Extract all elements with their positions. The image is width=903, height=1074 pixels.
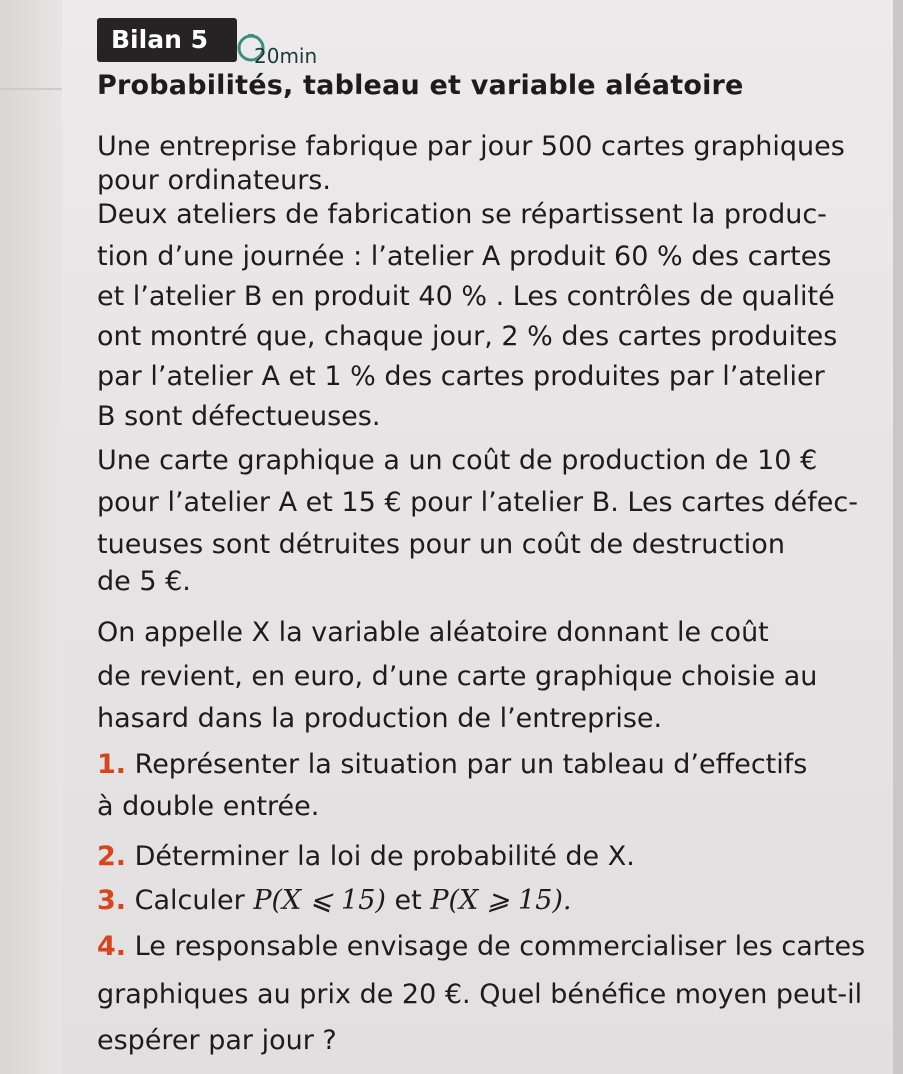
text-line: ont montré que, chaque jour, 2 % des cartes produites [97, 321, 838, 352]
bilan-badge: Bilan 5 [97, 18, 237, 62]
text-line: pour ordinateurs. [97, 165, 331, 196]
text-line: Deux ateliers de fabrication se répartissent la produc- [97, 199, 827, 230]
question-2 [97, 840, 867, 874]
text-line: tion d’une journée : l’atelier A produit 60 % des cartes [97, 241, 832, 272]
math-expression: P(X ⩾ 15). [430, 885, 572, 916]
text-line: On appelle X la variable aléatoire donnant le coût [97, 617, 769, 648]
text-line: de revient, en euro, d’une carte graphique choisie au [97, 661, 818, 692]
text-line: tueuses sont détruites pour un coût de destruction [97, 529, 785, 560]
exercise-title: Probabilités, tableau et variable aléatoire [97, 70, 744, 101]
question-text: Déterminer la loi de probabilité de X. [134, 841, 635, 872]
text-line: Une carte graphique a un coût de production de 10 € [97, 445, 818, 476]
question-1-cont: à double entrée. [97, 791, 320, 822]
question-number: 2. [97, 841, 127, 872]
text-line: et l’atelier B en produit 40 % . Les contrôles de qualité [97, 281, 835, 312]
question-4-cont: graphiques au prix de 20 €. Quel bénéfice moyen peut-il [97, 979, 863, 1010]
text-line: B sont défectueuses. [97, 401, 381, 432]
question-number: 3. [97, 885, 127, 916]
text-line: par l’atelier A et 1 % des cartes produites par l’atelier [97, 361, 825, 392]
math-expression: P(X ⩽ 15) [253, 885, 386, 916]
question-text: Le responsable envisage de commercialiser les cartes [134, 931, 866, 962]
question-text: Représenter la situation par un tableau d’effectifs [134, 749, 808, 780]
question-4 [97, 930, 867, 964]
question-number: 1. [97, 749, 127, 780]
text-line: pour l’atelier A et 15 € pour l’atelier B. Les cartes défec- [97, 487, 858, 518]
text-line: Une entreprise fabrique par jour 500 cartes graphiques [97, 131, 845, 162]
question-number: 4. [97, 931, 127, 962]
left-margin [0, 0, 62, 1074]
question-4-cont: espérer par jour ? [97, 1025, 337, 1056]
text-line: hasard dans la production de l’entreprise. [97, 703, 663, 734]
question-1 [97, 748, 867, 782]
timer-label: 20min [254, 44, 318, 68]
text-line: de 5 €. [97, 566, 191, 597]
question-text: et [394, 885, 422, 916]
margin-line [0, 88, 62, 90]
right-edge [893, 0, 903, 1074]
question-text: Calculer [134, 885, 245, 916]
question-3 [97, 884, 867, 918]
